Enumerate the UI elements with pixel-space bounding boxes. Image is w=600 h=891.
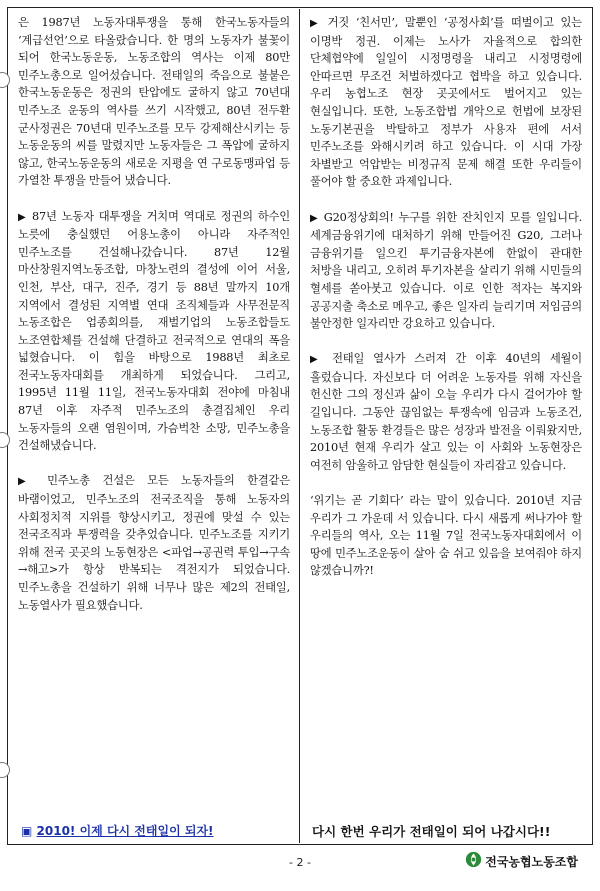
bullet-marker: ▶	[18, 476, 35, 488]
paragraph-text: 은 1987년 노동자대투쟁을 통해 한국노동자들의 ‘계급선언’으로 타올랐습니다. 한 명의 노동자가 불꽃이 되어 한국노동운동, 노동조합의 역사는 이제 80만 민주노총으로 일어섰습니다. 전태일의 죽음으로 불붙은 한국노동운동은 정권의 탄압에도 굴하지 않고 70년대 민주노조 운동의 역사를 쓰기 시작했고, 80년 전두환 군사정권은 70년대 민주노조를 모두 강제해산시키는 등 노동운동의 씨를 말렸지만 노동자들은 그 폭압에 굴하지 않고, 한국노동운동의 새로운 지평을 연 구로동맹파업 등 가열찬 투쟁을 만들어 냈습니다.	[18, 16, 290, 188]
right-slogan: 다시 한번 우리가 전태일이 되어 나갑시다!!	[312, 824, 551, 839]
bullet-marker: ▶	[310, 212, 319, 224]
bullet-marker: ▶	[18, 211, 28, 223]
left-slogan	[21, 822, 214, 839]
paragraph	[310, 14, 582, 191]
right-column	[310, 14, 582, 580]
bullet-marker: ▶	[310, 18, 321, 29]
paragraph	[310, 209, 582, 333]
paragraph	[18, 472, 290, 614]
slogan-text: 2010! 이제 다시 전태일이 되자!	[36, 824, 214, 838]
page-number: - 2 -	[289, 856, 311, 869]
organization-logo	[465, 851, 578, 872]
paragraph-text: 전태일 열사가 스러져 간 이후 40년의 세월이 흘렀습니다. 자신보다 더 어려운 노동자를 위해 자신을 헌신한 그의 정신과 삶이 오늘 우리가 다시 걸어가야 할 길입니다. 그동안 끊임없는 투쟁속에 임금과 노동조건, 노동조합 활동 환경들은 많은 성장과 발전을 이뤄왔지만, 2010년 현재 우리가 살고 있는 이 사회와 노동현장은 여전히 암울하고 암담한 현실들이 자리잡고 있습니다.	[310, 352, 582, 472]
paragraph-text: 87년 노동자 대투쟁을 거치며 역대로 정권의 하수인 노릇에 충실했던 어용노총이 아니라 자주적인 민주노조를 건설해나갔습니다. 87년 12월 마산창원지역노동조합, 마창노련의 결성에 이어 서울, 인천, 부산, 대구, 진주, 경기 등 88년 말까지 10개 지역에서 결성된 지역별 연대 조직체들과 사무전문직 노동조합은 업종회의를, 재벌기업의 노동조합들도 노조연합체를 건설해 단결하고 전국적으로 연대의 폭을 넓혔습니다. 이 힘을 바탕으로 1988년 최초로 전국노동자대회를 개최하게 되었습니다. 그리고, 1995년 11월 11일, 전국노동자대회 전야에 마침내 87년 이후 자주적 민주노조의 총결집체인 우리 노동자들의 오랜 염원이며, 가슴벅찬 소망, 민주노총을 건설해냈습니다.	[18, 209, 290, 453]
paragraph	[310, 492, 582, 580]
paragraph-text: 민주노총 건설은 모든 노동자들의 한결같은 바램이었고, 민주노조의 전국조직을 통해 노동자의 사회정치적 지위를 향상시키고, 정권에 맞설 수 있는 전국조직과 투쟁력을 갖추었습니다. 민주노조를 지키기 위해 전국 곳곳의 노동현장은 <파업→공권력 투입→구속→해고>가 항상 반복되는 격전지가 되었습니다. 민주노총을 건설하기 위해 너무나 많은 제2의 전태일, 노동열사가 필요했습니다.	[18, 474, 290, 612]
left-column	[18, 14, 290, 614]
paragraph-text: ‘위기는 곧 기회다’ 라는 말이 있습니다. 2010년 지금 우리가 그 가운데 서 있습니다. 다시 새롭게 써나가야 할 우리들의 역사, 오는 11월 7일 전국노동자대회에서 이 땅에 민주노조운동이 살아 숨 쉬고 있음을 보여줘야 하지 않겠습니까?!	[310, 494, 582, 578]
column-divider	[299, 9, 300, 843]
union-logo-icon	[465, 851, 482, 872]
paragraph	[18, 14, 290, 190]
bullet-marker: ▶	[310, 354, 324, 366]
paragraph	[18, 208, 290, 455]
slogan-marker: ▣	[21, 824, 33, 838]
paragraph	[310, 350, 582, 474]
paragraph-text: G20정상회의! 누구를 위한 잔치인지 모를 일입니다. 세계금융위기에 대처하기 위해 만들어진 G20, 그러나 금융위기를 일으킨 투기금융자본에 한없이 관대한 처방을 내리고, 오히려 투기자본을 살리기 위해 시민들의 혈세를 쏟아붓고 있습니다. 이로 인한 적자는 복지와 공공지출 축소로 메우고, 좋은 일자리 늘리기며 저임금의 불안정한 일자리만 강요하고 있습니다.	[310, 210, 582, 331]
paragraph-text: 거짓 ‘친서민’, 말뿐인 ‘공정사회’를 떠벌이고 있는 이명박 정권. 이제는 노사가 자율적으로 합의한 단체협약에 일일이 시정명령을 내리고 시정명령에 안따르면 무조건 처벌하겠다고 협박을 하고 있습니다. 우리 농협노조 현장 곳곳에서도 벌어지고 있는 현실입니다. 또한, 노동조합법 개악으로 헌법에 보장된 노동기본권을 박탈하고 정부가 사용자 편에 서서 민주노조를 와해시키려 하고 있습니다. 이 시대 가장 차별받고 억압받는 비정규직 문제 해결 또한 우리들이 풀어야 할 중요한 과제입니다.	[310, 16, 582, 189]
organization-name: 전국농협노동조합	[485, 855, 578, 869]
